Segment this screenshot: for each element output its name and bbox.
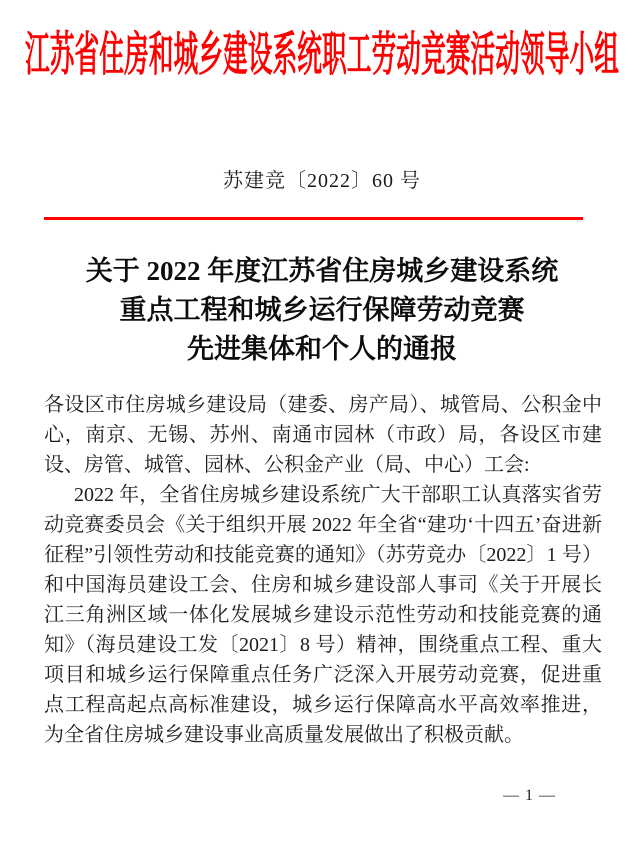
document-number: 苏建竞〔2022〕60 号 <box>223 170 421 192</box>
red-divider-line <box>44 217 583 220</box>
letterhead <box>0 26 644 84</box>
addressee-paragraph: 各设区市住房城乡建设局（建委、房产局）、城管局、公积金中心，南京、无锡、苏州、南通市园林（市政）局，各设区市建设、房管、城管、园林、公积金产业（局、中心）工会: <box>44 394 602 476</box>
title-line-1: 关于 2022 年度江苏省住房城乡建设系统 <box>85 256 559 286</box>
issuing-authority-title: 江苏省住房和城乡建设系统职工劳动竞赛活动领导小组 <box>25 28 620 81</box>
document-body <box>44 390 602 750</box>
title-line-3: 先进集体和个人的通报 <box>187 334 457 364</box>
page-number: — 1 — <box>503 787 556 804</box>
title-line-2: 重点工程和城乡运行保障劳动竞赛 <box>119 295 525 325</box>
body-paragraph: 2022 年，全省住房城乡建设系统广大干部职工认真落实省劳动竞赛委员会《关于组织开展 2022 年全省“建功‘十四五’奋进新征程”引领性劳动和技能竞赛的通知》（苏劳竞办〔2022〕1 号）和中国海员建设工会、住房和城乡建设部人事司《关于开展长江三角洲区域一体化发展城乡建设示范性劳动和技能竞赛的通知》（海员建设工发〔2021〕8 号）精神，围绕重点工程、重大项目和城乡运行保障重点任务广泛深入开展劳动竞赛，促进重点工程高起点高标准建设，城乡运行保障高水平高效率推进，为全省住房城乡建设事业高质量发展做出了积极贡献。 <box>44 484 602 746</box>
document-title <box>22 252 622 369</box>
